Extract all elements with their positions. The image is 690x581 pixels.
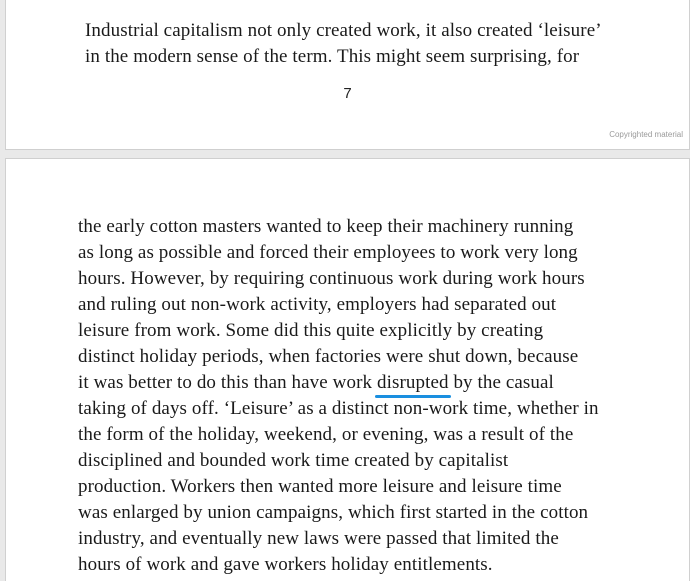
text-line: was enlarged by union campaigns, which first started in the cotton: [78, 502, 589, 523]
text-line: hours of work and gave workers holiday entitlements.: [78, 554, 493, 575]
text-line: distinct holiday periods, when factories were shut down, because: [78, 346, 579, 367]
text-line: and ruling out non-work activity, employers had separated out: [78, 294, 557, 315]
text-line: production. Workers then wanted more leisure and leisure time: [78, 476, 562, 497]
text-line: as long as possible and forced their employees to work very long: [78, 242, 578, 263]
page-number: 7: [343, 85, 352, 102]
text-line: [78, 370, 554, 396]
text-segment: it was better to do this than have work: [78, 372, 377, 393]
text-line: the early cotton masters wanted to keep their machinery running: [78, 216, 574, 237]
text-line: in the modern sense of the term. This might seem surprising, for: [85, 46, 580, 67]
highlighted-word[interactable]: [377, 372, 449, 393]
copyright-notice: Copyrighted material: [609, 130, 683, 139]
bottom-page: [5, 158, 690, 581]
highlighted-word-text: disrupted: [376, 372, 449, 393]
text-segment: by the casual: [448, 372, 554, 393]
text-line: disciplined and bounded work time created by capitalist: [78, 450, 509, 471]
text-line: taking of days off. ‘Leisure’ as a distinct non-work time, whether in: [78, 398, 599, 419]
top-page: [5, 0, 690, 150]
text-line: hours. However, by requiring continuous work during work hours: [78, 268, 585, 289]
text-line: Industrial capitalism not only created work, it also created ‘leisure’: [85, 20, 602, 41]
text-line: the form of the holiday, weekend, or evening, was a result of the: [78, 424, 574, 445]
text-line: leisure from work. Some did this quite explicitly by creating: [78, 320, 544, 341]
text-line: industry, and eventually new laws were passed that limited the: [78, 528, 559, 549]
